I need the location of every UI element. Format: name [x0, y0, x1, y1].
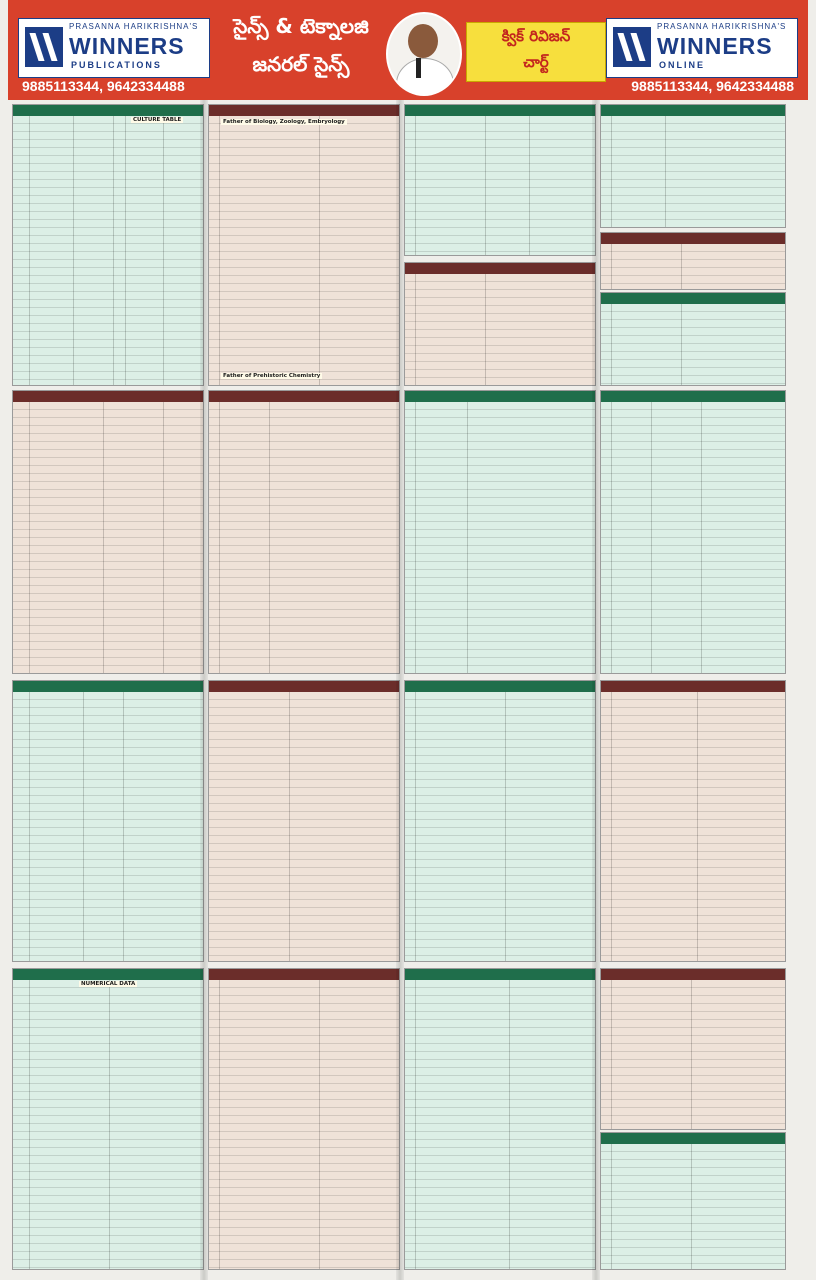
panel-years	[600, 968, 786, 1130]
panel-instruments	[208, 680, 400, 962]
publisher-name: PRASANNA HARIKRISHNA'S	[69, 22, 199, 31]
panel-units	[404, 968, 596, 1270]
panel-days-culture	[12, 104, 204, 386]
brand-logo-right	[606, 18, 798, 78]
header-banner	[8, 0, 808, 100]
panel-diseases	[404, 262, 596, 386]
panel-fathers	[208, 104, 400, 386]
father-prehistoric-label: Father of Prehistoric Chemistry	[223, 373, 321, 379]
paper-fold	[396, 100, 404, 1280]
brand-name-right: WINNERS	[657, 33, 773, 59]
chart-title-line-1: క్విక్ రివిజన్	[501, 27, 571, 45]
panel-constants	[208, 968, 400, 1270]
panel-discoveries	[600, 390, 786, 674]
chart-title-box	[466, 22, 606, 82]
panel-sciences	[404, 390, 596, 674]
panel-vitamins	[600, 292, 786, 386]
paper-fold	[592, 100, 600, 1280]
panel-diseases-short	[600, 232, 786, 290]
chart-title-line-2: చార్ట్	[523, 53, 549, 71]
panel-inventions	[12, 390, 204, 674]
title-line-2: జనరల్ సైన్స్	[252, 52, 350, 76]
panel-elements	[404, 104, 596, 256]
panel-numerical-data	[12, 968, 204, 1270]
phone-right: 9885113344, 9642334488	[631, 78, 794, 94]
brand-name-left: WINNERS	[69, 33, 185, 59]
panel-reactions	[600, 680, 786, 962]
panel-misc	[600, 1132, 786, 1270]
phone-left: 9885113344, 9642334488	[22, 78, 185, 94]
culture-table-label: CULTURE TABLE	[133, 117, 182, 123]
winners-logo-icon	[25, 27, 63, 67]
panel-hormones	[600, 104, 786, 228]
panel-minerals	[404, 680, 596, 962]
brand-sub-left: PUBLICATIONS	[71, 60, 162, 70]
publisher-name-right: PRASANNA HARIKRISHNA'S	[657, 22, 787, 31]
paper-fold	[200, 100, 208, 1280]
father-biology-label: Father of Biology, Zoology, Embryology	[223, 119, 345, 125]
winners-logo-icon	[613, 27, 651, 67]
numerical-data-label: NUMERICAL DATA	[81, 981, 136, 987]
brand-logo-left	[18, 18, 210, 78]
panel-scientists	[12, 680, 204, 962]
brand-sub-right: ONLINE	[659, 60, 706, 70]
presenter-photo-icon	[386, 12, 462, 96]
title-line-1: సైన్స్ & టెక్నాలజి	[233, 14, 369, 38]
panel-branches	[208, 390, 400, 674]
